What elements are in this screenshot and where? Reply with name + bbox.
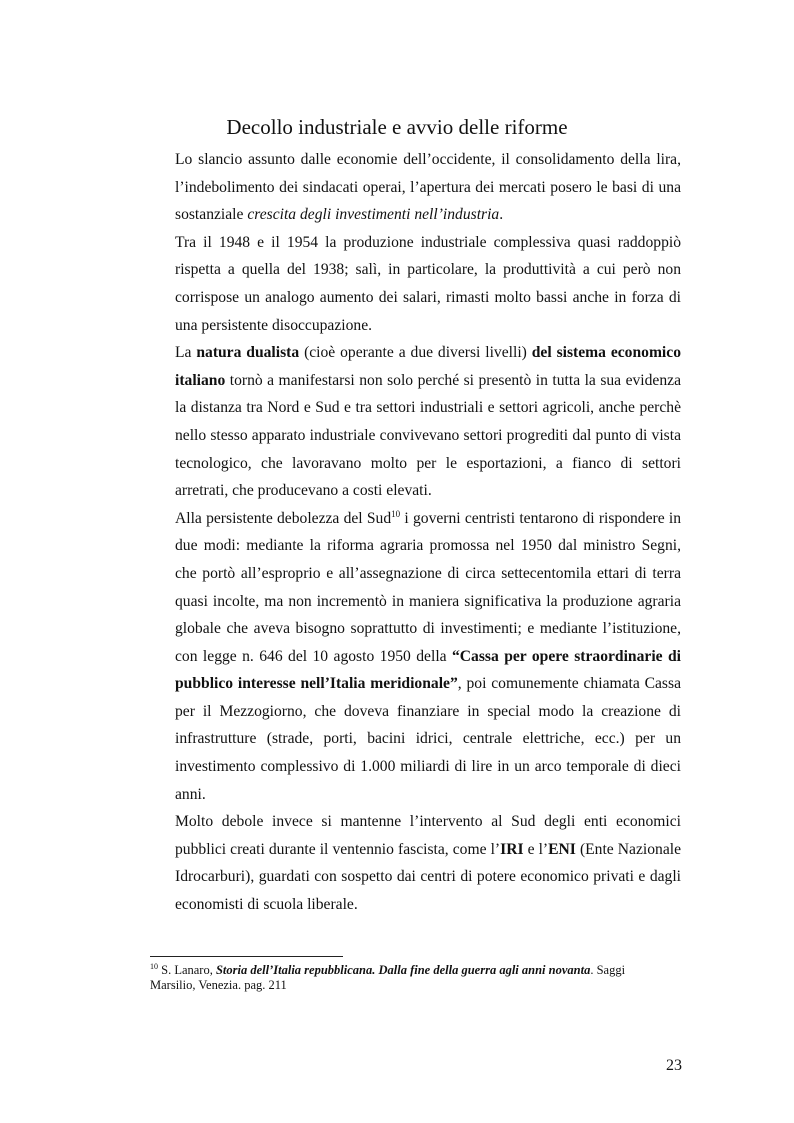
p4-bold: “Cassa per opere straordinarie di pubblico interesse nell’Italia meridionale” (175, 647, 682, 693)
p3-text-a: La (175, 344, 197, 362)
p1-italic: crescita degli investimenti nell’industria (247, 206, 500, 224)
p3-bold-1: natura dualista (196, 344, 300, 362)
p4-text-b: i governi centristi tentarono di rispondere in due modi: mediante la riforma agraria promossa nel 1950 dal ministro Segni, che portò all’esproprio e all’assegnazione di circa settecentomila ettari di terra quasi incolte, ma non incrementò in maniera significativa la produzione agraria globale che aveva bisogno soprattutto di investimenti; e mediante l’istituzione, con legge n. 646 del 10 agosto 1950 della (175, 509, 682, 665)
section-title: Decollo industriale e avvio delle riforme (226, 115, 568, 139)
p4-text-d: , poi comunemente chiamata Cassa per il Mezzogiorno, che doveva finanziare in special modo la creazione di infrastrutture (strade, porti, bacini idrici, centrale elettriche, ecc.) per un investimento complessivo di 1.000 miliardi di lire in un arco temporale di dieci anni. (175, 675, 681, 803)
p3-text-c: (cioè operante a due diversi livelli) (299, 344, 532, 362)
p5-bold-eni: ENI (548, 840, 576, 858)
p4-text-a: Alla persistente debolezza del Sud (175, 509, 392, 527)
p1-text-c: . (499, 206, 504, 224)
p3-text-e: tornò a manifestarsi non solo perché si presentò in tutta la sua evidenza la distanza tra Nord e Sud e tra settori industriali e settori agricoli, anche perchè nello stesso apparato industriale convivevano settori progrediti dal punto di vista tecnologico, che lavoravano molto per le esportazioni, a fianco di settori arretrati, che producevano a costi elevati. (175, 371, 681, 500)
paragraph-2: Tra il 1948 e il 1954 la produzione industriale complessiva quasi raddoppiò rispetta a quella del 1938; salì, in particolare, la produttività a cui però non corrispose un analogo aumento dei salari, rimasti molto bassi anche in forza di una persistente disoccupazione. (175, 233, 681, 334)
footnote-book-title: Storia dell’Italia repubblicana. Dalla fine della guerra agli anni novanta (215, 963, 591, 977)
paragraph-4 (175, 505, 681, 809)
footnote-reference[interactable]: 10 (391, 508, 401, 519)
footnote-divider (150, 956, 343, 957)
footnote (150, 963, 670, 993)
p5-text-a: Molto debole invece si mantenne l’intervento al Sud degli enti economici pubblici creati durante il ventennio fascista, come l’ (175, 813, 681, 858)
p3-bold-2: del sistema economico italiano (175, 344, 681, 389)
paragraph-5 (175, 808, 681, 918)
p1-text-a: Lo slancio assunto dalle economie dell’occidente, il consolidamento della lira, l’indebolimento dei sindacati operai, l’apertura dei mercati posero le basi di una sostanziale (175, 151, 681, 224)
footnote-number: 10 (150, 961, 158, 971)
paragraph-1 (175, 146, 681, 229)
paragraph-3 (175, 339, 681, 505)
page-number: 23 (666, 1057, 682, 1074)
footnote-text-a: S. Lanaro, (158, 963, 216, 977)
body-text (175, 146, 681, 919)
p5-text-e: (Ente Nazionale Idrocarburi), guardati con sospetto dai centri di potere economico privati e dagli economisti di scuola liberale. (175, 840, 681, 914)
footnote-text-c: . Saggi Marsilio, Venezia. pag. 211 (150, 963, 626, 992)
p5-text-c: e l’ (523, 840, 549, 858)
p5-bold-iri: IRI (500, 840, 524, 858)
